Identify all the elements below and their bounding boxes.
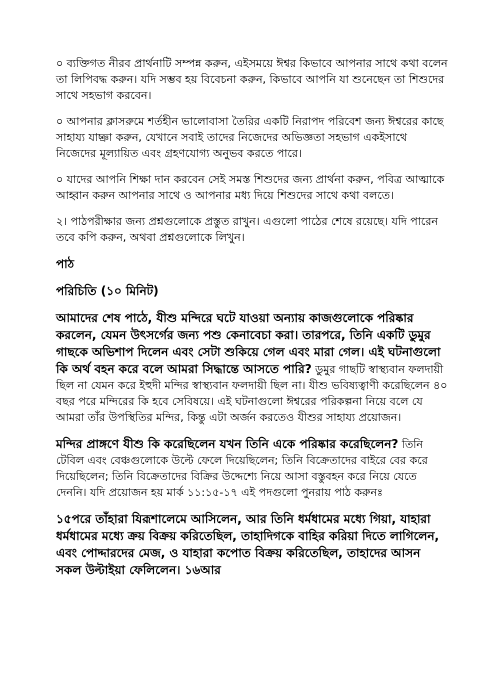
quiz-prep-paragraph: ২। পাঠপরীক্ষার জন্য প্রশ্নগুলোকে প্রস্তুত রাখুন। এগুলো পাঠের শেষে রয়েছে। যদি পারেন তবে কপি করুন, অথবা প্রশ্নগুলোকে লিখুন। xyxy=(56,215,438,244)
classroom-prayer-paragraph: ০ আপনার ক্লাসরুমে শর্তহীন ভালোবাসা তৈরির একটি নিরাপদ পরিবেশ জন্য ঈশ্বরের কাছে সাহায্য যাচ্ঞা করুন, যেখানে সবাই তাদের নিজেদের অভিজ্ঞতা সহভাগ একইসাথে নিজেদের মূল্যায়িত এবং গ্রহণযোগ্য অনুভব করতে পারে। xyxy=(56,115,444,160)
scripture-paragraph: ১৫পরে তাঁহারা যিরূশালেমে আসিলেন, আর তিনি ধর্মধামের মধ্যে গিয়া, যাহারা ধর্মধামের মধ্যে ক্রয় বিক্রয় করিতেছিল, তাহাদিগকে বাহির করিয়া দিতে লাগিলেন, এবং পোদ্দারদের মেজ, ও যাহারা কপোত বিক্রয় করিতেছিল, তাহাদের আসন সকল উল্টাইয়া ফেলিলেন। ১৬আর xyxy=(56,512,440,577)
prayer-paragraph: ০ ব্যক্তিগত নীরব প্রার্থনাটি সম্পন্ন করুন, এইসময়ে ঈশ্বর কিভাবে আপনার সাথে কথা বলেন তা লিপিবদ্ধ করুন। যদি সম্ভব হয় বিবেচনা করুন, কিভাবে আপনি যা শুনেছেন তা শিশুদের সাথে সহভাগ করবেন। xyxy=(56,57,448,102)
temple-answer-text: তিনি টেবিল এবং বেঞ্চগুলোকে উল্টে ফেলে দিয়েছিলেন; তিনি বিক্রেতাদের বাইরে বের করে দিয়েছিলেন; তিনি বিক্রেতাদের বিক্রির উদ্দেশ্যে নিয়ে আসা বস্তুবহন করে নিয়ে যেতে দেননি। যদি প্রয়োজন হয় মার্ক ১১:১৫-১৭ এই পদগুলো পুনরায় পাঠ করুনঃ xyxy=(56,438,428,499)
recap-bold-text: আমাদের শেষ পাঠে, যীশু মন্দিরে ঘটে যাওয়া অন্যায় কাজগুলোকে পরিষ্কার করলেন, যেমন উৎসর্গের জন্য পশু কেনাবেচা করা। তারপরে, তিনি একটি ডুমুর গাছকে অভিশাপ দিলেন এবং সেটা শুকিয়ে গেল এবং মারা গেল। এই ঘটনাগুলো কি অর্থ বহন করে বলে আমরা সিদ্ধান্তে আসতে পারি? xyxy=(56,311,441,376)
lesson-heading: পাঠ xyxy=(56,257,75,271)
intro-heading: পরিচিতি (১০ মিনিট) xyxy=(56,284,159,298)
temple-question-text: মন্দির প্রাঙ্গণে যীশু কি করেছিলেন যখন তিনি একে পরিষ্কার করেছিলেন? xyxy=(56,437,399,451)
recap-paragraph xyxy=(56,310,448,426)
document-page xyxy=(56,56,448,589)
temple-question-paragraph xyxy=(56,436,448,501)
children-prayer-paragraph: ০ যাদের আপনি শিক্ষা দান করবেন সেই সমস্ত শিশুদের জন্য প্রার্থনা করুন, পবিত্র আত্মাকে আহ্বান করুন আপনার সাথে ও আপনার মধ্য দিয়ে শিশুদের সাথে কথা বলতে। xyxy=(56,173,445,202)
recap-normal-text: ডুমুর গাছটি স্বাস্থ্যবান ফলদায়ী ছিল না যেমন করে ইহুদী মন্দির স্বাস্থ্যবান ফলদায়ী ছিল না। যীশু ভবিষ্যত্বাণী করেছিলেন ৪০ বছর পরে মন্দিরের কি হবে সেবিষয়ে। এই ঘটনাগুলো ঈশ্বরের পরিকল্পনা নিয়ে বলে যে আমরা তাঁর উপস্থিতির মন্দির, কিন্তু এটা অর্জন করতেও যীশুর সাহায্য প্রয়োজন। xyxy=(56,363,448,424)
